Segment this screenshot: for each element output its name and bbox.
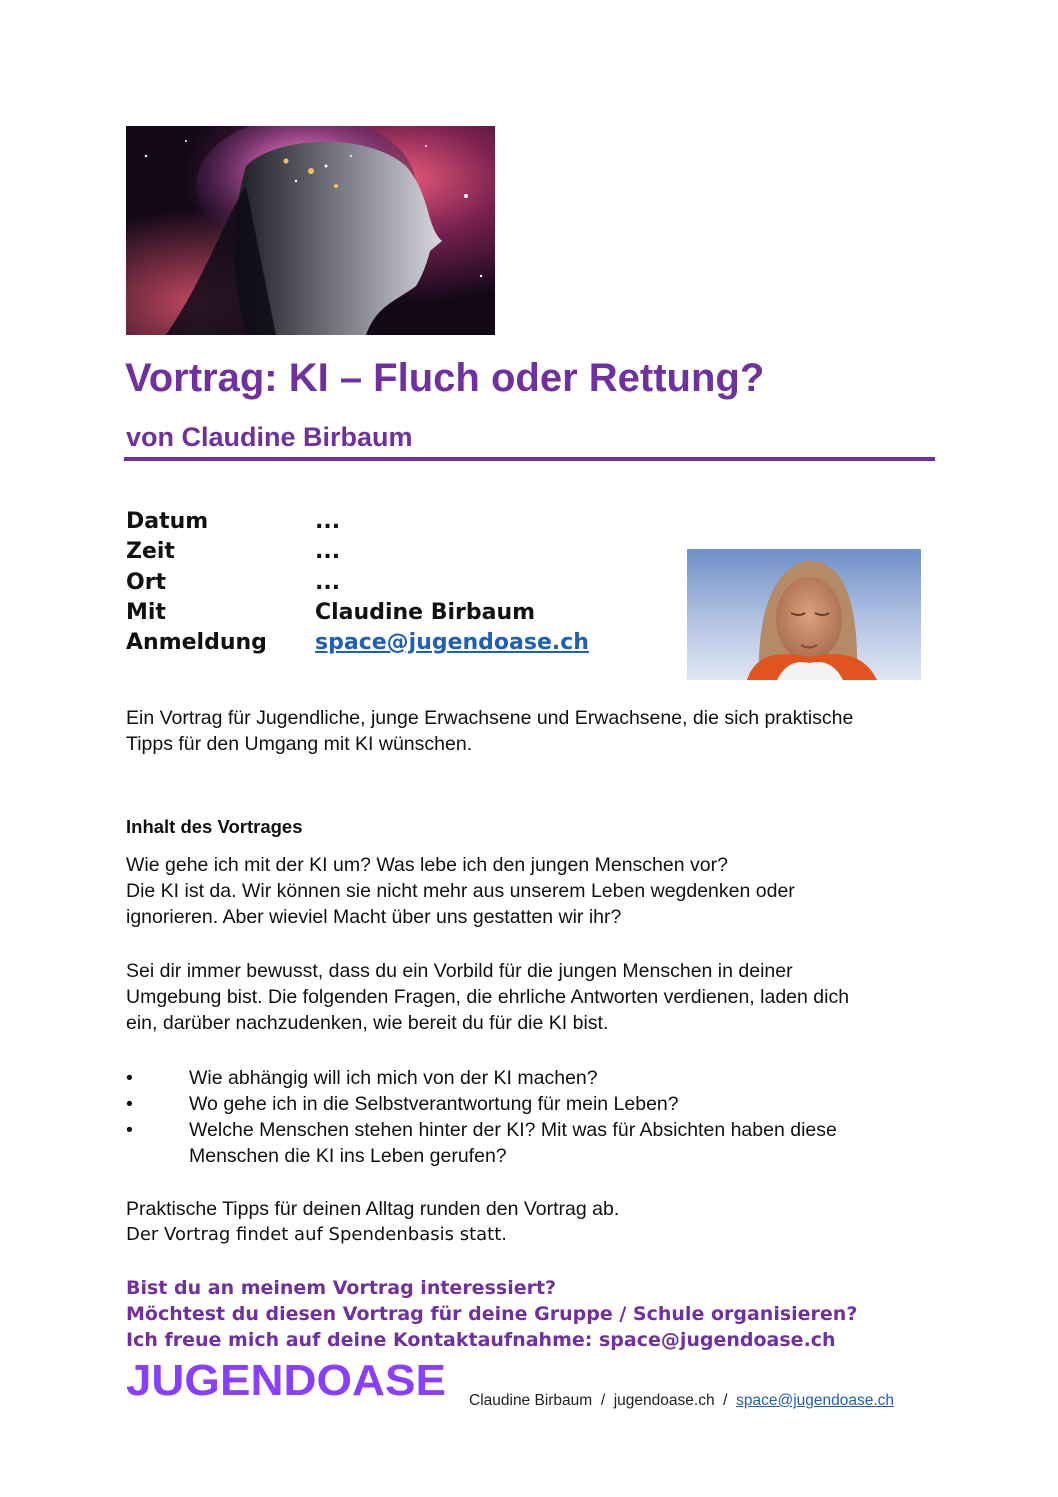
info-label-datum: Datum [126,509,209,534]
hero-image [126,126,495,335]
para2-line-2: Umgebung bist. Die folgenden Fragen, die ehrliche Antworten verdienen, laden dich [126,986,850,1008]
page-title: Vortrag: KI – Fluch oder Rettung? [125,356,765,400]
info-label-mit: Mit [126,600,166,625]
para2-line-1: Sei dir immer bewusst, dass du ein Vorbild für die jungen Menschen in deiner [126,960,793,982]
list-item: Wo gehe ich in die Selbstverantwortung für mein Leben? [189,1093,679,1115]
footer-email-link[interactable]: space@jugendoase.ch [736,1392,895,1409]
speaker-portrait [687,549,921,680]
info-label-ort: Ort [126,570,167,595]
para1-line-3: ignorieren. Aber wieviel Macht über uns gestatten wir ihr? [126,906,622,928]
footer [469,1392,894,1410]
list-item: Welche Menschen stehen hinter der KI? Mit was für Absichten haben diese [189,1119,837,1141]
closing-line-1: Praktische Tipps für deinen Alltag runden den Vortrag ab. [126,1198,620,1220]
footer-text: Claudine Birbaum / jugendoase.ch / [469,1392,737,1409]
list-item: Wie abhängig will ich mich von der KI machen? [189,1067,598,1089]
info-value-datum: ... [315,509,341,534]
info-label-zeit: Zeit [126,539,175,564]
bullet-symbol: • [126,1119,133,1141]
cta-line-3: Ich freue mich auf deine Kontaktaufnahme: space@jugendoase.ch [126,1329,836,1351]
registration-email-link[interactable]: space@jugendoase.ch [315,630,589,655]
logo-text: JUGENDOASE [126,1360,446,1400]
jugendoase-logo [126,1360,448,1405]
intro-line-2: Tipps für den Umgang mit KI wünschen. [126,733,473,755]
content-heading: Inhalt des Vortrages [126,816,303,837]
list-item-continuation: Menschen die KI ins Leben gerufen? [189,1145,507,1167]
page-subtitle: von Claudine Birbaum [126,422,413,452]
para2-line-3: ein, darüber nachzudenken, wie bereit du für die KI bist. [126,1012,609,1034]
info-label-anmeldung: Anmeldung [126,630,267,655]
intro-line-1: Ein Vortrag für Jugendliche, junge Erwachsene und Erwachsene, die sich praktische [126,707,854,729]
cta-line-1: Bist du an meinem Vortrag interessiert? [126,1277,557,1299]
bullet-symbol: • [126,1067,133,1089]
title-divider [124,457,935,461]
info-value-zeit: ... [315,539,341,564]
cta-line-2: Möchtest du diesen Vortrag für deine Gruppe / Schule organisieren? [126,1303,858,1325]
para1-line-1: Wie gehe ich mit der KI um? Was lebe ich den jungen Menschen vor? [126,854,728,876]
info-value-mit: Claudine Birbaum [315,600,536,625]
bullet-symbol: • [126,1093,133,1115]
closing-line-2: Der Vortrag findet auf Spendenbasis statt. [126,1224,508,1245]
para1-line-2: Die KI ist da. Wir können sie nicht mehr aus unserem Leben wegdenken oder [126,880,795,902]
info-value-ort: ... [315,570,341,595]
